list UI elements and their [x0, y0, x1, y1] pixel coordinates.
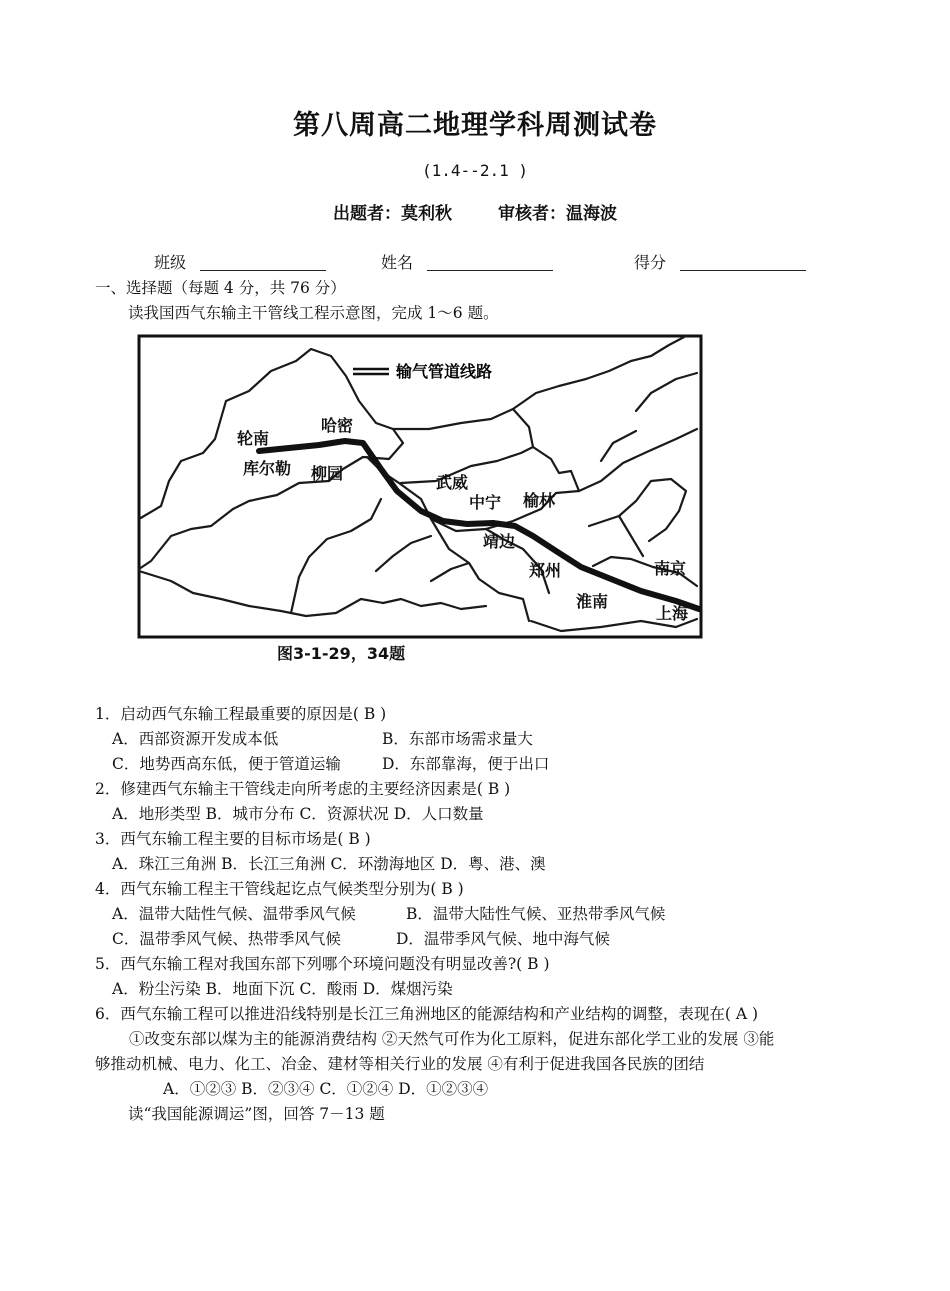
q2-options: A．地形类型 B．城市分布 C．资源状况 D．人口数量: [112, 805, 484, 823]
place-wuwei: 武威: [436, 473, 469, 492]
score-blank: [680, 254, 806, 271]
name-blank: [427, 254, 553, 271]
question-6: 6．西气东输工程可以推进沿线特别是长江三角洲地区的能源结构和产业结构的调整，表现在( A ): [95, 1005, 759, 1023]
place-huainan: 淮南: [576, 592, 609, 611]
question-2: 2．修建西气东输主干管线走向所考虑的主要经济因素是( B ): [95, 780, 511, 798]
place-hami: 哈密: [321, 416, 354, 435]
name-field: [381, 250, 553, 273]
authors-line: [0, 199, 950, 224]
q1-option-d: D．东部靠海，便于出口: [382, 755, 550, 773]
section-heading: 一、选择题（每题 4 分，共 76 分）: [95, 279, 346, 297]
map-frame: [139, 336, 701, 637]
q1-option-c: C．地势西高东低，便于管道运输: [112, 755, 341, 773]
q1-option-b: B．东部市场需求量大: [382, 730, 533, 748]
class-field: [154, 250, 326, 273]
author-text: 出题者：莫利秋: [333, 204, 452, 224]
legend-label: 输气管道线路: [396, 362, 493, 381]
pipeline-map: [131, 331, 705, 674]
place-jingbian: 靖边: [483, 532, 516, 551]
question-5: 5．西气东输工程对我国东部下列哪个环境问题没有明显改善?( B ): [95, 955, 550, 973]
place-yulin: 榆林: [523, 491, 556, 510]
q4-option-b: B．温带大陆性气候、亚热带季风气候: [406, 905, 666, 923]
page-title: 第八周高二地理学科周测试卷: [293, 110, 657, 141]
place-zhengzhou: 郑州: [529, 561, 562, 580]
question-4: 4．西气东输工程主干管线起讫点气候类型分别为( B ): [95, 880, 464, 898]
q5-options: A．粉尘污染 B．地面下沉 C．酸雨 D．煤烟污染: [112, 980, 453, 998]
score-field: [634, 250, 806, 273]
q6-statement-2: 够推动机械、电力、化工、冶金、建材等相关行业的发展 ④有利于促进我国各民族的团结: [95, 1055, 705, 1073]
reviewer-text: 审核者：温海波: [498, 204, 617, 224]
place-nanjing: 南京: [654, 559, 687, 578]
place-zhongning: 中宁: [469, 493, 502, 512]
q1-option-a: A．西部资源开发成本低: [112, 730, 279, 748]
q4-option-a: A．温带大陆性气候、温带季风气候: [112, 905, 356, 923]
place-korla: 库尔勒: [243, 459, 292, 478]
q6-options: A．①②③ B．②③④ C．①②④ D．①②③④: [163, 1080, 489, 1098]
class-label: 班级: [154, 253, 187, 272]
section-intro: 读我国西气东输主干管线工程示意图，完成 1～6 题。: [128, 304, 499, 322]
q3-options: A．珠江三角洲 B．长江三角洲 C．环渤海地区 D．粤、港、澳: [112, 855, 546, 873]
date-range: (1.4--2.1 ): [422, 161, 528, 180]
score-label: 得分: [634, 253, 667, 272]
question-1: 1．启动西气东输工程最重要的原因是( B ): [95, 705, 387, 723]
q4-option-d: D．温带季风气候、地中海气候: [396, 930, 610, 948]
place-lunnan: 轮南: [237, 429, 270, 448]
class-blank: [200, 254, 326, 271]
name-label: 姓名: [381, 253, 414, 272]
map-caption: 图3-1-29，34题: [277, 644, 406, 663]
place-liuyuan: 柳园: [311, 464, 344, 483]
q4-option-c: C．温带季风气候、热带季风气候: [112, 930, 341, 948]
place-shanghai: 上海: [656, 604, 689, 623]
q6-statement-1: ①改变东部以煤为主的能源消费结构 ②天然气可作为化工原料，促进东部化学工业的发展 ③能: [129, 1030, 775, 1048]
question-3: 3．西气东输工程主要的目标市场是( B ): [95, 830, 371, 848]
next-section-intro: 读“我国能源调运”图，回答 7－13 题: [128, 1105, 385, 1123]
